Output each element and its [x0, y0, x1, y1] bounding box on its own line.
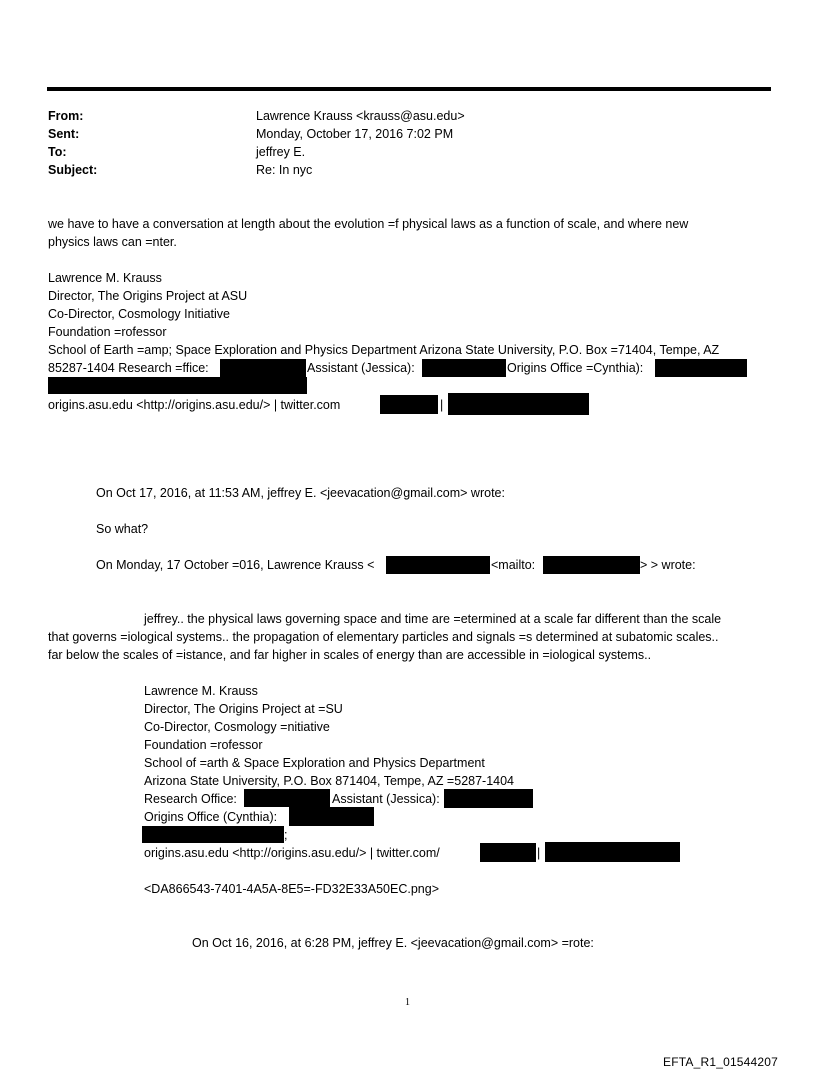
sig1-title-2: Co-Director, Cosmology Initiative: [48, 307, 231, 321]
redaction-box: [543, 556, 640, 574]
subject-value: Re: In nyc: [256, 163, 313, 177]
from-label: From:: [48, 109, 84, 123]
sig1-title-3: Foundation =rofessor: [48, 325, 167, 339]
body-paragraph-1-line-2: physics laws can =nter.: [48, 235, 177, 249]
to-value: jeffrey E.: [256, 145, 306, 159]
body-paragraph-2-line-2: that governs =iological systems.. the propagation of elementary particles and signals =s determined at subatomic scales..: [48, 630, 719, 644]
redaction-box: [220, 359, 306, 377]
sig1-origins-office: Origins Office =Cynthia):: [507, 361, 644, 375]
sig1-research-office: 85287-1404 Research =ffice:: [48, 361, 209, 375]
sent-value: Monday, October 17, 2016 7:02 PM: [256, 127, 454, 141]
sig2-title-1: Director, The Origins Project at =SU: [144, 702, 343, 716]
quote1-intro-2: On Monday, 17 October =016, Lawrence Krauss <: [96, 558, 375, 572]
quote2-intro: On Oct 16, 2016, at 6:28 PM, jeffrey E. <jeevacation@gmail.com> =rote:: [192, 936, 594, 950]
sig2-school: School of =arth & Space Exploration and Physics Department: [144, 756, 485, 770]
sig2-separator: |: [537, 846, 541, 860]
attachment-name: <DA866543-7401-4A5A-8E5=-FD32E33A50EC.png>: [144, 882, 439, 896]
sig2-semicolon: ;: [284, 828, 288, 842]
subject-label: Subject:: [48, 163, 98, 177]
sig1-links: origins.asu.edu <http://origins.asu.edu/> | twitter.com: [48, 398, 341, 412]
to-label: To:: [48, 145, 67, 159]
redaction-box: [244, 789, 330, 807]
redaction-box: [48, 377, 307, 394]
sig1-address: School of Earth =amp; Space Exploration and Physics Department Arizona State University, P.O. Box =71404, Tempe, AZ: [48, 343, 720, 357]
redaction-box: [386, 556, 490, 574]
sig2-research-office: Research Office:: [144, 792, 237, 806]
redaction-box: [480, 843, 536, 862]
sig2-title-2: Co-Director, Cosmology =nitiative: [144, 720, 330, 734]
header-rule: [47, 87, 771, 91]
quote1-mailto: <mailto:: [491, 558, 536, 572]
quote1-intro: On Oct 17, 2016, at 11:53 AM, jeffrey E. <jeevacation@gmail.com> wrote:: [96, 486, 505, 500]
sig1-separator: |: [440, 398, 444, 412]
redaction-box: [545, 842, 680, 862]
sig2-origins-office: Origins Office (Cynthia):: [144, 810, 278, 824]
body-paragraph-1-line-1: we have to have a conversation at length about the evolution =f physical laws as a function of scale, and where new: [48, 217, 689, 231]
quote1-reply: So what?: [96, 522, 149, 536]
body-paragraph-2-line-1: jeffrey.. the physical laws governing space and time are =etermined at a scale far different than the scale: [144, 612, 722, 626]
body-paragraph-2-line-3: far below the scales of =istance, and far higher in scales of energy than are accessible in =iological systems..: [48, 648, 652, 662]
redaction-box: [422, 359, 506, 377]
sig1-name: Lawrence M. Krauss: [48, 271, 162, 285]
from-value: Lawrence Krauss <krauss@asu.edu>: [256, 109, 465, 123]
sig2-links: origins.asu.edu <http://origins.asu.edu/> | twitter.com/: [144, 846, 440, 860]
redaction-box: [289, 807, 374, 826]
sig1-title-1: Director, The Origins Project at ASU: [48, 289, 248, 303]
quote1-wrote: > > wrote:: [640, 558, 696, 572]
sig2-address: Arizona State University, P.O. Box 871404, Tempe, AZ =5287-1404: [144, 774, 515, 788]
sig2-name: Lawrence M. Krauss: [144, 684, 258, 698]
page-number: 1: [405, 997, 410, 1008]
redaction-box: [448, 393, 589, 415]
redaction-box: [655, 359, 747, 377]
sig2-title-3: Foundation =rofessor: [144, 738, 263, 752]
redaction-box: [380, 395, 438, 414]
redaction-box: [444, 789, 533, 808]
document-id: EFTA_R1_01544207: [663, 1055, 779, 1069]
sig1-assistant: Assistant (Jessica):: [307, 361, 415, 375]
sent-label: Sent:: [48, 127, 80, 141]
sig2-assistant: Assistant (Jessica):: [332, 792, 440, 806]
redaction-box: [142, 826, 284, 843]
